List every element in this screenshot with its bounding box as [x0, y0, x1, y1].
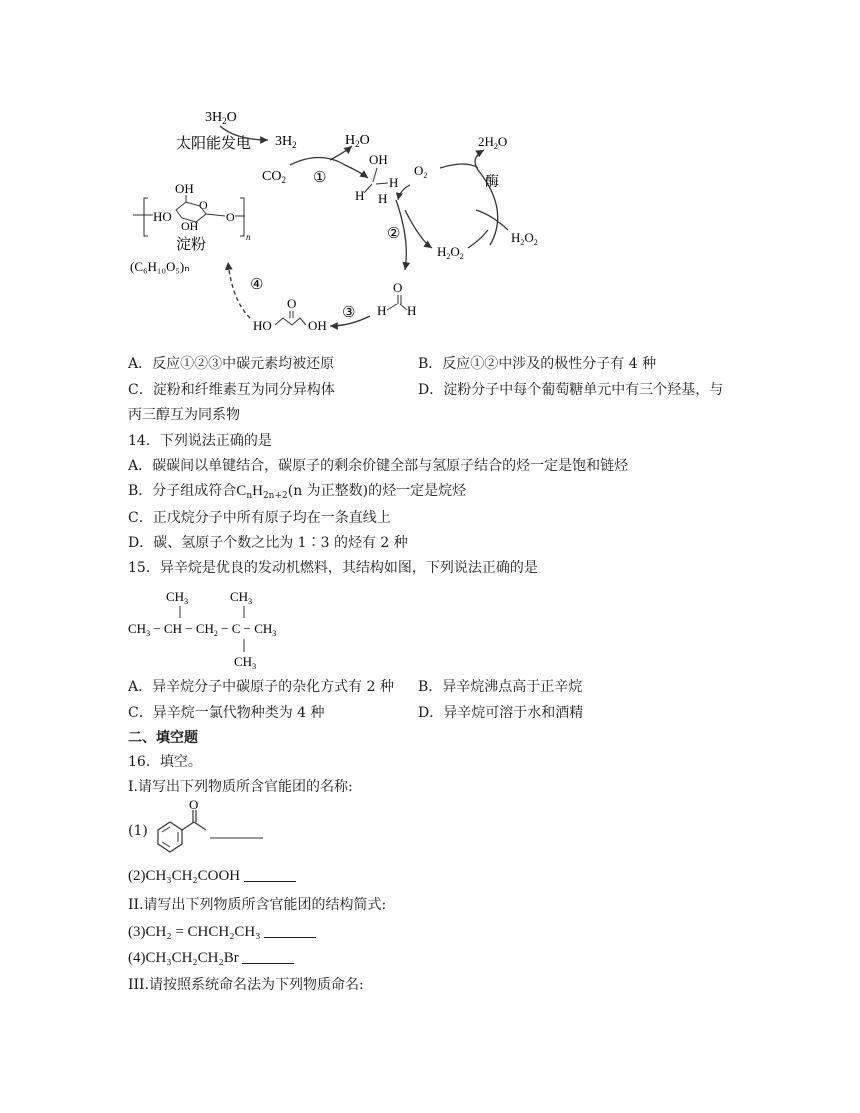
q16-item4: (4)CH₃CH₂CH₂Br [128, 948, 294, 968]
svg-text:H: H [407, 303, 417, 318]
acetophenone-structure [148, 800, 278, 860]
svg-text:CH3: $CH_3$ [166, 589, 189, 606]
starch-oh1: OH [175, 181, 194, 196]
reagent-co2: $CO_2$ [262, 169, 286, 185]
q13-option-b: B．反应①②中涉及的极性分子有 4 种 [418, 356, 657, 372]
answer-blank-2[interactable] [244, 867, 296, 882]
q15-option-c: C．异辛烷一氯代物种类为 4 种 [128, 705, 325, 721]
q15-option-d: D．异辛烷可溶于水和酒精 [418, 705, 584, 721]
svg-text:CH3: $CH_3$ [234, 654, 257, 671]
q16-item1-label: (1) [128, 823, 148, 839]
q15-option-b: B．异辛烷沸点高于正辛烷 [418, 679, 583, 695]
svg-text:H: H [355, 188, 365, 203]
formaldehyde-o: O [393, 280, 403, 295]
starch-name: 淀粉 [176, 235, 207, 253]
starch-o2: O [226, 210, 235, 224]
q15-stem: 15．异辛烷是优良的发动机燃料，其结构如图，下列说法正确的是 [128, 560, 538, 576]
answer-blank-4[interactable] [242, 949, 294, 964]
svg-text:O: O [189, 800, 199, 812]
dha-ho: HO [253, 318, 272, 333]
svg-text:H: H [378, 191, 388, 206]
starch-o: O [199, 198, 208, 212]
reagent-h2o2-right: $H_2O_2$ [511, 230, 538, 247]
label-reaction1: ① [313, 170, 327, 186]
q13-option-c: C．淀粉和纤维素互为同分异构体 [128, 382, 335, 398]
q16-part1: I.请写出下列物质所含官能团的名称: [128, 779, 353, 795]
label-reaction2: ② [387, 226, 401, 242]
answer-blank-3[interactable] [264, 923, 316, 938]
reaction-diagram [0, 0, 860, 350]
starch-n: n [246, 232, 251, 242]
q13-option-a: A．反应①②③中碳元素均被还原 [128, 356, 335, 372]
dha-o: O [287, 296, 297, 311]
q13-option-d-cont: 丙三醇互为同系物 [128, 407, 240, 423]
q14-option-b: B．分子组成符合$C_nH_{2n+2}(n$ 为正整数)的烃一定是烷烃 [128, 483, 467, 501]
arrow-reaction4 [228, 262, 250, 318]
q16-item3: (3)CH₂ = CHCH₂CH₃ [128, 922, 316, 942]
isooctane-structure [118, 584, 438, 674]
solar-power-label: 太阳能发电 [176, 134, 252, 152]
svg-text:H: H [377, 303, 387, 318]
q16-stem: 16．填空。 [128, 754, 202, 770]
label-reaction4: ④ [250, 277, 264, 293]
q14-option-c: C．正戊烷分子中所有原子均在一条直线上 [128, 510, 391, 526]
arrow-to-h2o [330, 146, 352, 160]
q15-option-a: A．异辛烷分子中碳原子的杂化方式有 2 种 [128, 679, 394, 695]
reagent-3h2: $3H_2$ [275, 134, 297, 150]
q13-option-d: D．淀粉分子中每个葡萄糖单元中有三个羟基，与 [418, 382, 724, 398]
section-heading: 二、填空题 [128, 730, 198, 746]
starch-formula: (C₆H₁₀O₅)ₙ [130, 259, 190, 274]
q16-part3: III.请按照系统命名法为下列物质命名: [128, 977, 364, 993]
arrow-reaction1 [290, 158, 368, 179]
reagent-3h2o: $3H_2O$ [205, 110, 237, 126]
q16-part2: II.请写出下列物质所含官能团的结构简式: [128, 897, 387, 913]
svg-text:CH3: $CH_3$ [230, 589, 253, 606]
reagent-h2o2-left: $H_2O_2$ [437, 244, 464, 261]
q14-option-d: D．碳、氢原子个数之比为 1∶3 的烃有 2 种 [128, 535, 408, 551]
q16-item2: (2)CH₃CH₂COOH [128, 866, 296, 886]
enzyme-label: 酶 [485, 174, 499, 190]
dha-oh: OH [308, 318, 327, 333]
product-h2o: $H_2O$ [345, 133, 370, 149]
svg-text:CH3 − CH − CH2 − C − CH3: $CH_3$ − CH − $CH_2 - C - CH_3$ [128, 621, 277, 638]
label-reaction3: ③ [342, 305, 356, 321]
reagent-o2: $O_2$ [414, 163, 428, 180]
arrow-enzyme [475, 150, 498, 245]
methanol-oh: OH [369, 152, 388, 167]
svg-text:H: H [389, 175, 399, 190]
starch-ho: HO [153, 209, 172, 224]
q14-option-a: A．碳碳间以单键结合，碳原子的剩余价键全部与氢原子结合的烃一定是饱和链烃 [128, 458, 629, 474]
starch-oh2: OH [181, 219, 199, 233]
reagent-2h2o: $2H_2O$ [478, 134, 508, 151]
q14-stem: 14．下列说法正确的是 [128, 433, 272, 449]
